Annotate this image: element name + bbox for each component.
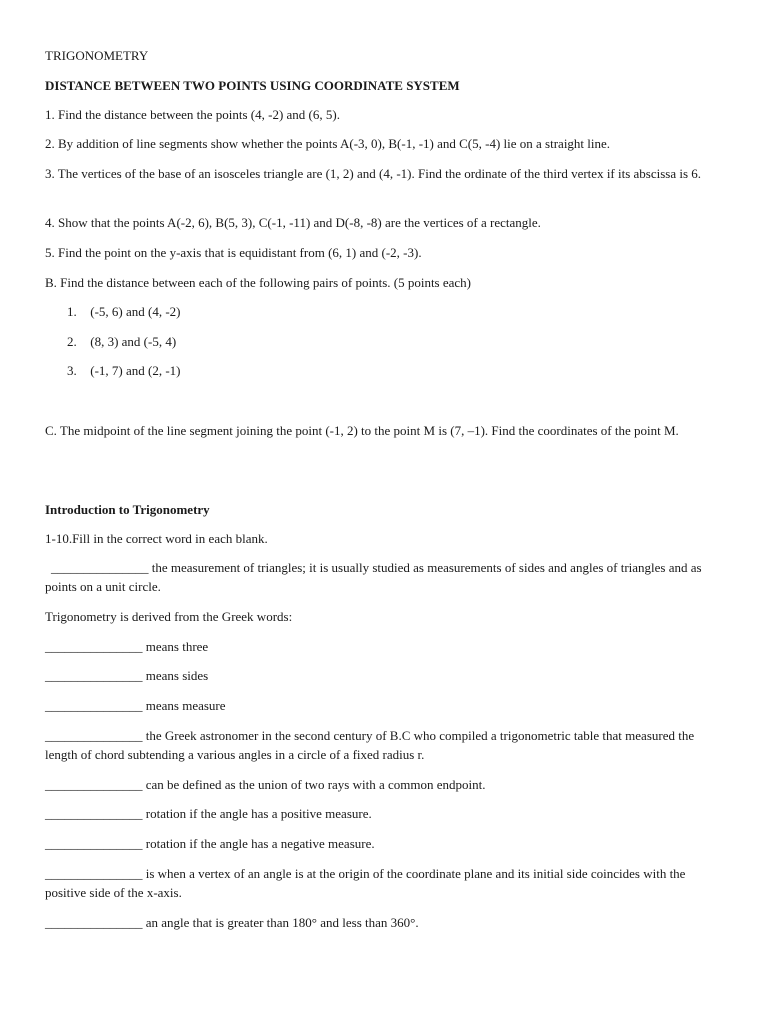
fill-item-text: the Greek astronomer in the second century of B.C who compiled a trigonometric table that measured the length of chord subtending a various angles in a circle of a fixed radius r. — [45, 728, 695, 762]
fill-item-8 — [45, 834, 713, 853]
answer-blank[interactable]: _______________ — [45, 836, 143, 851]
fill-item-text: means sides — [142, 668, 209, 683]
answer-blank[interactable]: _______________ — [45, 866, 143, 881]
part-b-instruction: B. Find the distance between each of the following pairs of points. (5 points each) — [45, 275, 472, 290]
section-title: DISTANCE BETWEEN TWO POINTS USING COORDINATE SYSTEM — [45, 78, 460, 93]
part-b-item-number: 3. — [67, 363, 77, 378]
part-b-item-1 — [67, 302, 735, 321]
problem-2: 2. By addition of line segments show whether the points A(-3, 0), B(-1, -1) and C(5, -4) lie on a straight line. — [45, 136, 611, 151]
fill-instruction: 1-10.Fill in the correct word in each blank. — [45, 531, 268, 546]
answer-blank[interactable]: _______________ — [45, 698, 143, 713]
answer-blank[interactable]: _______________ — [45, 728, 143, 743]
fill-item-7 — [45, 804, 713, 823]
fill-item-text: an angle that is greater than 180° and less than 360°. — [142, 915, 419, 930]
fill-item-text: means three — [142, 639, 209, 654]
fill-item-9 — [45, 864, 713, 902]
part-b-item-number: 2. — [67, 334, 77, 349]
part-b-item-number: 1. — [67, 304, 77, 319]
part-b-item-text: (-1, 7) and (2, -1) — [90, 363, 181, 378]
fill-item-text: rotation if the angle has a negative measure. — [142, 836, 375, 851]
answer-blank[interactable]: _______________ — [45, 915, 143, 930]
fill-item-text: can be defined as the union of two rays with a common endpoint. — [142, 777, 486, 792]
fill-item-5 — [45, 726, 713, 764]
answer-blank[interactable]: _______________ — [45, 639, 143, 654]
fill-item-10 — [45, 913, 713, 932]
fill-item-1 — [45, 558, 713, 596]
subject-heading: TRIGONOMETRY — [45, 48, 149, 63]
greek-intro: Trigonometry is derived from the Greek words: — [45, 609, 293, 624]
intro-heading: Introduction to Trigonometry — [45, 502, 210, 517]
problem-5: 5. Find the point on the y-axis that is equidistant from (6, 1) and (-2, -3). — [45, 245, 422, 260]
fill-item-3 — [45, 666, 713, 685]
answer-blank[interactable]: _______________ — [45, 777, 143, 792]
part-b-item-text: (-5, 6) and (4, -2) — [90, 304, 181, 319]
problem-4: 4. Show that the points A(-2, 6), B(5, 3), C(-1, -11) and D(-8, -8) are the vertices of a rectangle. — [45, 215, 541, 230]
problem-3: 3. The vertices of the base of an isosceles triangle are (1, 2) and (4, -1). Find the ordinate of the third vertex if its abscissa is 6. — [45, 166, 702, 181]
answer-blank[interactable]: _______________ — [45, 668, 143, 683]
part-b-item-text: (8, 3) and (-5, 4) — [90, 334, 177, 349]
part-b-item-3 — [67, 361, 735, 380]
answer-blank[interactable]: _______________ — [45, 806, 143, 821]
fill-item-6 — [45, 775, 713, 794]
fill-item-text: is when a vertex of an angle is at the origin of the coordinate plane and its initial side coincides with the positive side of the x-axis. — [45, 866, 686, 900]
part-c-problem: C. The midpoint of the line segment joining the point (-1, 2) to the point M is (7, –1). Find the coordinates of the point M. — [45, 423, 679, 438]
fill-item-text: means measure — [142, 698, 226, 713]
fill-item-2 — [45, 637, 713, 656]
problem-1: 1. Find the distance between the points (4, -2) and (6, 5). — [45, 107, 340, 122]
fill-item-text: rotation if the angle has a positive measure. — [142, 806, 372, 821]
answer-blank[interactable]: _______________ — [51, 560, 149, 575]
part-b-item-2 — [67, 332, 735, 351]
fill-item-text: the measurement of triangles; it is usually studied as measurements of sides and angles of triangles and as points on a unit circle. — [45, 560, 702, 594]
fill-item-4 — [45, 696, 713, 715]
